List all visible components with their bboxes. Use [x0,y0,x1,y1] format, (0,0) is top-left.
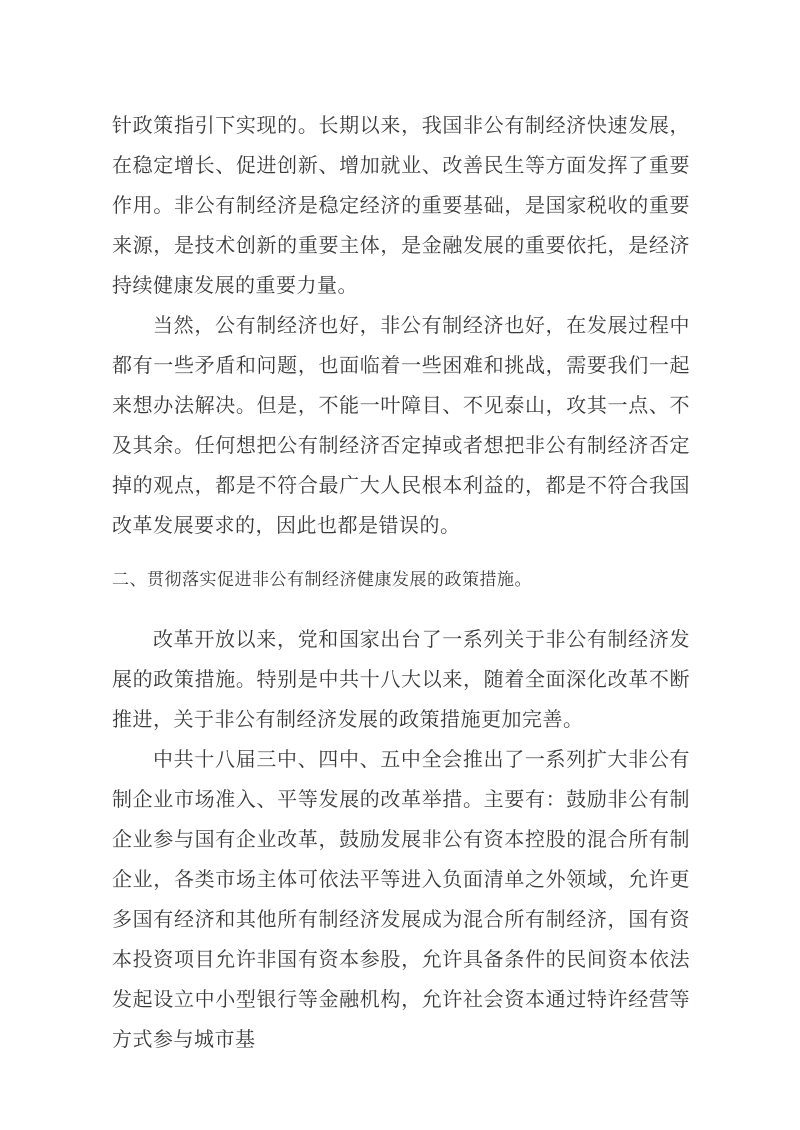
paragraph-continuation: 针政策指引下实现的。长期以来，我国非公有制经济快速发展，在稳定增长、促进创新、增加就业、改善民生等方面发挥了重要作用。非公有制经济是稳定经济的重要基础，是国家税收的重要来源，是技术创新的重要主体，是金融发展的重要依托，是经济持续健康发展的重要力量。 [112,115,690,297]
paragraph: 中共十八届三中、四中、五中全会推出了一系列扩大非公有制企业市场准入、平等发展的改革举措。主要有：鼓励非公有制企业参与国有企业改革，鼓励发展非公有资本控股的混合所有制企业，各类市场主体可依法平等进入负面清单之外领域，允许更多国有经济和其他所有制经济发展成为混合所有制经济，国有资本投资项目允许非国有资本参股，允许具备条件的民间资本依法发起设立中小型银行等金融机构，允许社会资本通过特许经营等方式参与城市基 [112,749,690,1051]
section-heading: 二、贯彻落实促进非公有制经济健康发展的政策措施。 [112,570,532,589]
paragraph: 当然，公有制经济也好，非公有制经济也好，在发展过程中都有一些矛盾和问题，也面临着一些困难和挑战，需要我们一起来想办法解决。但是，不能一叶障目、不见泰山，攻其一点、不及其余。任何想把公有制经济否定掉或者想把非公有制经济否定掉的观点，都是不符合最广大人民根本利益的，都是不符合我国改革发展要求的，因此也都是错误的。 [112,315,690,537]
paragraph: 改革开放以来，党和国家出台了一系列关于非公有制经济发展的政策措施。特别是中共十八大以来，随着全面深化改革不断推进，关于非公有制经济发展的政策措施更加完善。 [112,629,690,731]
